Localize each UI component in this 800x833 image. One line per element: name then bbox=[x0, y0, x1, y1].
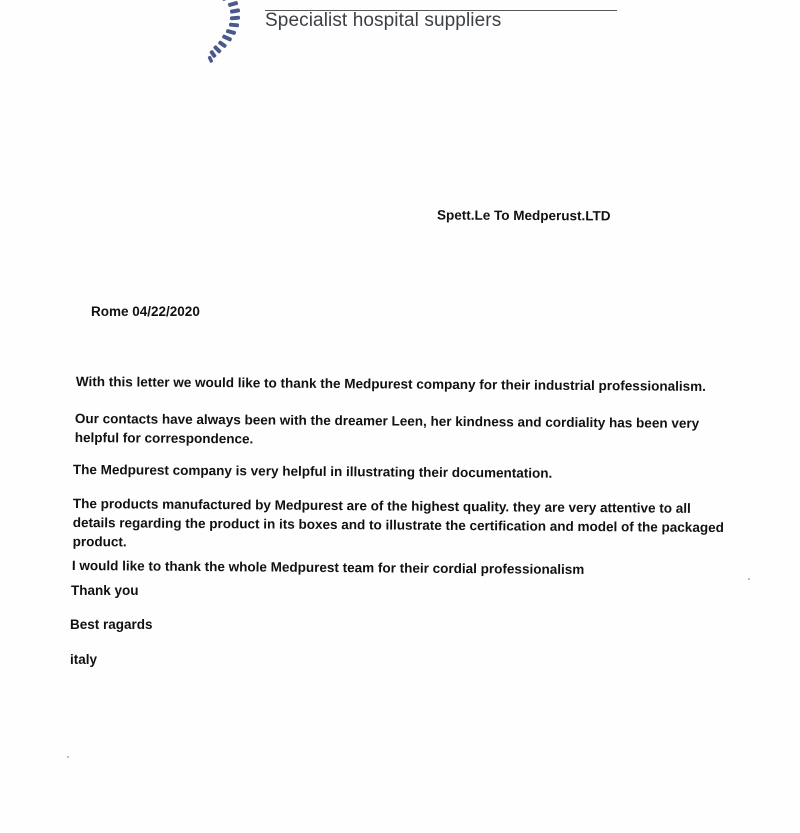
date-line: Rome 04/22/2020 bbox=[91, 304, 200, 319]
scan-speck bbox=[67, 756, 69, 758]
letter-paragraph: The Medpurest company is very helpful in illustrating their documentation. bbox=[72, 461, 553, 481]
spiral-dots-logo-icon bbox=[200, 0, 250, 72]
scan-speck bbox=[748, 578, 750, 580]
closing-line: Thank you bbox=[71, 583, 139, 598]
closing-line: italy bbox=[70, 652, 98, 667]
letter-paragraph: I would like to thank the whole Medpurest team for their cordial professionalism bbox=[71, 557, 585, 578]
closing-line: Best ragards bbox=[70, 617, 153, 632]
company-tagline: Specialist hospital suppliers bbox=[265, 10, 502, 31]
letter-paragraph: With this letter we would like to thank the Medpurest company for their industrial professionalism. bbox=[75, 373, 706, 394]
letter-paragraph: The products manufactured by Medpurest are of the highest quality. they are very attentive to all details regarding the product in its boxes and to illustrate the certification and model of the packaged product. bbox=[72, 495, 724, 550]
letter-paragraph: Our contacts have always been with the dreamer Leen, her kindness and cordiality has been very helpful for correspondence. bbox=[74, 410, 700, 447]
addressee-line: Spett.Le To Medperust.LTD bbox=[436, 207, 611, 224]
